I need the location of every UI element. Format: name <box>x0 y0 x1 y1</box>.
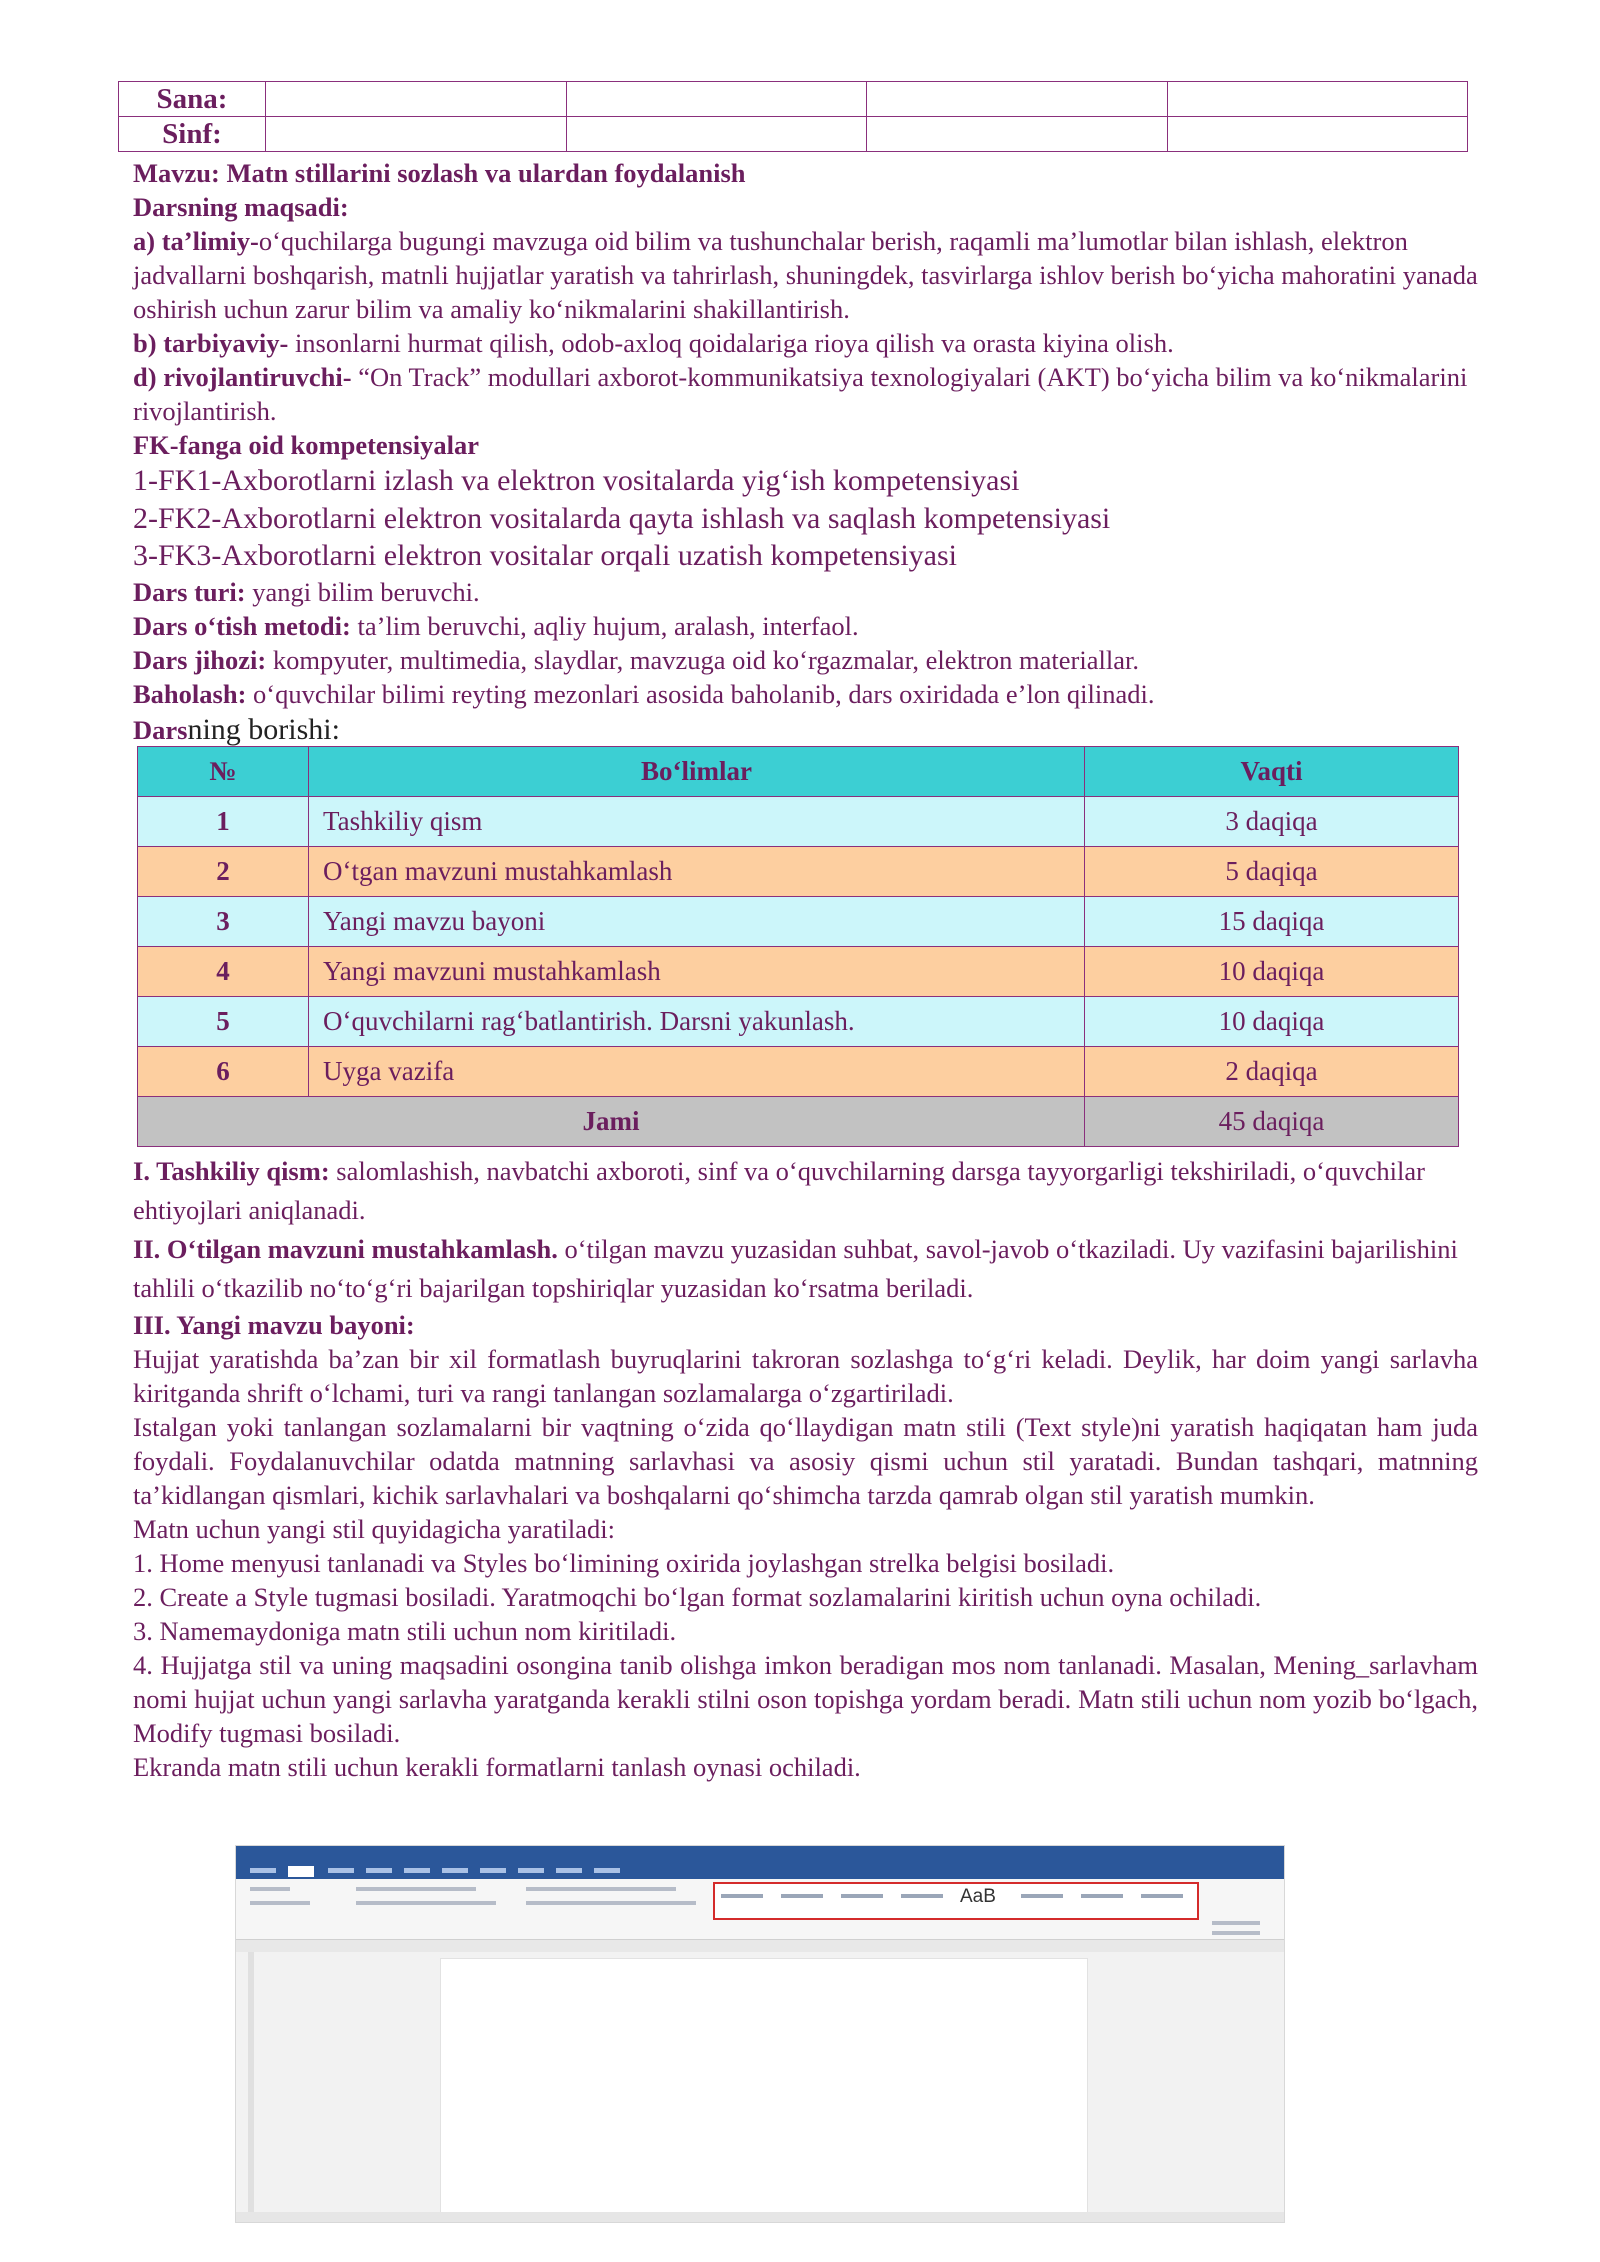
goal-b-label: b) tarbiyaviy- <box>133 328 289 358</box>
lesson-type <box>133 575 1478 609</box>
clipboard-group <box>250 1887 290 1891</box>
date-cell <box>1167 82 1468 117</box>
lesson-equipment-text: kompyuter, multimedia, slaydlar, mavzuga oid ko‘rgazmalar, elektron materiallar. <box>266 644 1139 675</box>
word-title-bar <box>236 1846 1284 1864</box>
row-time: 10 daqiqa <box>1085 997 1459 1047</box>
competency-item: 1-FK1-Axborotlarni izlash va elektron vositalarda yig‘ish kompetensiyasi <box>133 464 1020 497</box>
plan-header-row <box>138 747 1459 797</box>
table-row <box>138 797 1459 847</box>
lesson-equipment <box>133 643 1478 677</box>
lesson-assessment-label: Baholash: <box>133 678 247 709</box>
word-ribbon <box>236 1879 1284 1940</box>
row-number: 2 <box>138 847 309 897</box>
section-review-label: II. O‘tilgan mavzuni mustahkamlash. <box>133 1234 558 1264</box>
styles-gallery[interactable] <box>713 1882 1199 1920</box>
row-time: 5 daqiqa <box>1085 847 1459 897</box>
table-row <box>138 947 1459 997</box>
goal-b <box>133 326 1478 360</box>
total-label: Jami <box>138 1097 1085 1147</box>
goals-heading: Darsning maqsadi: <box>133 192 349 222</box>
class-row <box>119 117 1468 152</box>
lesson-type-label: Dars turi: <box>133 576 246 607</box>
row-section: O‘tgan mavzuni mustahkamlash <box>309 847 1085 897</box>
row-time: 3 daqiqa <box>1085 797 1459 847</box>
ribbon-tab <box>518 1868 544 1873</box>
word-document-area[interactable] <box>440 1958 1088 2215</box>
lesson-equipment-label: Dars jihozi: <box>133 644 267 675</box>
lesson-method <box>133 609 1478 643</box>
row-number: 6 <box>138 1047 309 1097</box>
font-group <box>356 1901 496 1905</box>
paragraph: Istalgan yoki tanlangan sozlamalarni bir vaqtning o‘zida qo‘llaydigan matn stili (Text style)ni yaratish haqiqatan ham juda foydali. Foydalanuvchilar odatda matnning sarlavhasi va asosiy qismi uchun stil yaratadi. Bundan tashqari, matnning ta’kidlangan qismlari, kichik sarlavhalari va boshqalarni qo‘shimcha tarzda qamrab olgan stil yaratish mumkin. <box>133 1412 1478 1510</box>
style-swatch[interactable] <box>721 1894 763 1898</box>
date-label: Sana: <box>119 82 266 117</box>
word-ruler <box>236 1940 1284 1952</box>
paragraph: Matn uchun yangi stil quyidagicha yaratiladi: <box>133 1514 616 1544</box>
style-swatch[interactable] <box>841 1894 883 1898</box>
ribbon-tab-home <box>288 1866 314 1877</box>
ribbon-tab <box>328 1868 354 1873</box>
row-time: 15 daqiqa <box>1085 897 1459 947</box>
paragraph-group <box>526 1887 676 1891</box>
lesson-plan-table <box>137 746 1459 1147</box>
class-label: Sinf: <box>119 117 266 152</box>
total-row <box>138 1097 1459 1147</box>
goal-d-text: “On Track” modullari axborot-kommunikatsiya texnologiyalari (AKT) bo‘yicha bilim va ko‘nikmalarini rivojlantirish. <box>133 362 1468 426</box>
row-section: Yangi mavzu bayoni <box>309 897 1085 947</box>
ribbon-tab <box>556 1868 582 1873</box>
lesson-sections <box>133 1152 1478 1784</box>
plan-header-number: № <box>138 747 309 797</box>
style-swatch[interactable] <box>781 1894 823 1898</box>
row-section: Yangi mavzuni mustahkamlash <box>309 947 1085 997</box>
section-organization <box>133 1152 1478 1230</box>
ribbon-tab <box>366 1868 392 1873</box>
row-number: 5 <box>138 997 309 1047</box>
lesson-assessment <box>133 677 1478 711</box>
class-cell <box>566 117 867 152</box>
word-ribbon-tabs <box>236 1864 1284 1879</box>
style-swatch[interactable] <box>1081 1894 1123 1898</box>
section-review-text: o‘tilgan mavzu yuzasidan suhbat, savol-javob o‘tkaziladi. Uy vazifasini bajarilishini tahlili o‘tkazilib no‘to‘g‘ri bajarilgan topshiriqlar yuzasidan ko‘rsatma beriladi. <box>133 1234 1458 1303</box>
plan-header-section: Bo‘limlar <box>309 747 1085 797</box>
class-cell <box>1167 117 1468 152</box>
lesson-method-label: Dars o‘tish metodi: <box>133 610 351 641</box>
competency-item: 2-FK2-Axborotlarni elektron vositalarda qayta ishlash va saqlash kompetensiyasi <box>133 501 1111 535</box>
lesson-method-text: ta’lim beruvchi, aqliy hujum, aralash, interfaol. <box>350 610 859 641</box>
topic-title: Mavzu: Matn stillarini sozlash va ulardan foydalanish <box>133 158 746 188</box>
goal-d <box>133 360 1478 428</box>
goal-a <box>133 224 1478 326</box>
paragraph-group <box>526 1901 696 1905</box>
table-row <box>138 847 1459 897</box>
ribbon-tab <box>442 1868 468 1873</box>
list-item: 1. Home menyusi tanlanadi va Styles bo‘limining oxirida joylashgan strelka belgisi bosiladi. <box>133 1548 1115 1578</box>
section-organization-text: salomlashish, navbatchi axboroti, sinf va o‘quvchilarning darsga tayyorgarligi tekshiriladi, o‘quvchilar ehtiyojlari aniqlanadi. <box>133 1156 1425 1225</box>
class-cell <box>266 117 567 152</box>
goal-b-text: insonlarni hurmat qilish, odob-axloq qoidalariga rioya qilish va orasta kiyina olish. <box>288 328 1174 358</box>
list-item: 2. Create a Style tugmasi bosiladi. Yaratmoqchi bo‘lgan format sozlamalarini kiritish uchun oyna ochiladi. <box>133 1582 1262 1612</box>
table-row <box>138 1047 1459 1097</box>
list-item: 4. Hujjatga stil va uning maqsadini osongina tanib olishga imkon beradigan mos nom tanlanadi. Masalan, Mening_sarlavham nomi hujjat uchun yangi sarlavha yaratganda kerakli stilni oson topishga yordam beradi. Matn stili uchun nom yozib bo‘lgach, Modify tugmasi bosiladi. <box>133 1650 1478 1748</box>
word-status-bar <box>236 2212 1284 2222</box>
font-group <box>356 1887 476 1891</box>
goal-a-text: o‘quchilarga bugungi mavzuga oid bilim va tushunchalar berish, raqamli ma’lumotlar bilan ishlash, elektron jadvallarni boshqarish, matnli hujjatlar yaratish va tahrirlash, shuningdek, tasvirlarga ishlov berish bo‘yicha mahoratini yanada oshirish uchun zarur bilim va amaliy ko‘nikmalarini shakillantirish. <box>133 226 1478 324</box>
ribbon-tab <box>250 1868 276 1873</box>
paragraph: Ekranda matn stili uchun kerakli formatlarni tanlash oynasi ochiladi. <box>133 1752 861 1782</box>
date-class-table <box>118 81 1468 152</box>
goal-a-label: a) ta’limiy- <box>133 226 259 256</box>
style-swatch[interactable] <box>901 1894 943 1898</box>
row-number: 4 <box>138 947 309 997</box>
paragraph: Hujjat yaratishda ba’zan bir xil formatlash buyruqlarini takroran sozlashga to‘g‘ri keladi. Deylik, har doim yangi sarlavha kiritganda shrift o‘lchami, turi va rangi tanlangan sozlamalarga o‘zgartiriladi. <box>133 1344 1478 1408</box>
clipboard-group <box>250 1901 310 1905</box>
date-cell <box>566 82 867 117</box>
lesson-flow-label-a: Dars <box>133 714 188 745</box>
table-row <box>138 897 1459 947</box>
total-time: 45 daqiqa <box>1085 1097 1459 1147</box>
row-time: 2 daqiqa <box>1085 1047 1459 1097</box>
lesson-intro <box>133 156 1478 749</box>
section-organization-label: I. Tashkiliy qism: <box>133 1156 330 1186</box>
style-swatch[interactable] <box>1141 1894 1183 1898</box>
style-title-sample[interactable]: AaB <box>960 1886 996 1907</box>
row-section: O‘quvchilarni rag‘batlantirish. Darsni yakunlash. <box>309 997 1085 1047</box>
date-cell <box>867 82 1168 117</box>
word-vertical-ruler <box>248 1952 254 2212</box>
date-row <box>119 82 1468 117</box>
row-number: 3 <box>138 897 309 947</box>
table-row <box>138 997 1459 1047</box>
style-swatch[interactable] <box>1021 1894 1063 1898</box>
lesson-flow-heading <box>133 711 1478 750</box>
row-time: 10 daqiqa <box>1085 947 1459 997</box>
competencies-heading: FK-fanga oid kompetensiyalar <box>133 430 479 460</box>
competency-item: 3-FK3-Axborotlarni elektron vositalar orqali uzatish kompetensiyasi <box>133 539 957 572</box>
row-section: Tashkiliy qism <box>309 797 1085 847</box>
word-screenshot-figure <box>235 1845 1285 2223</box>
lesson-type-text: yangi bilim beruvchi. <box>245 576 480 607</box>
lesson-assessment-text: o‘quvchilar bilimi reyting mezonlari asosida baholanib, dars oxiridada e’lon qilinadi. <box>246 678 1155 709</box>
section-new-topic-heading: III. Yangi mavzu bayoni: <box>133 1310 415 1340</box>
ribbon-tab <box>404 1868 430 1873</box>
row-section: Uyga vazifa <box>309 1047 1085 1097</box>
lesson-flow-label-b: ning borishi: <box>187 712 340 746</box>
list-item: 3. Namemaydoniga matn stili uchun nom kiritiladi. <box>133 1616 677 1646</box>
class-cell <box>867 117 1168 152</box>
plan-header-time: Vaqti <box>1085 747 1459 797</box>
date-cell <box>266 82 567 117</box>
row-number: 1 <box>138 797 309 847</box>
ribbon-tab <box>480 1868 506 1873</box>
ribbon-tab <box>594 1868 620 1873</box>
section-review <box>133 1230 1478 1308</box>
goal-d-label: d) rivojlantiruvchi- <box>133 362 352 392</box>
